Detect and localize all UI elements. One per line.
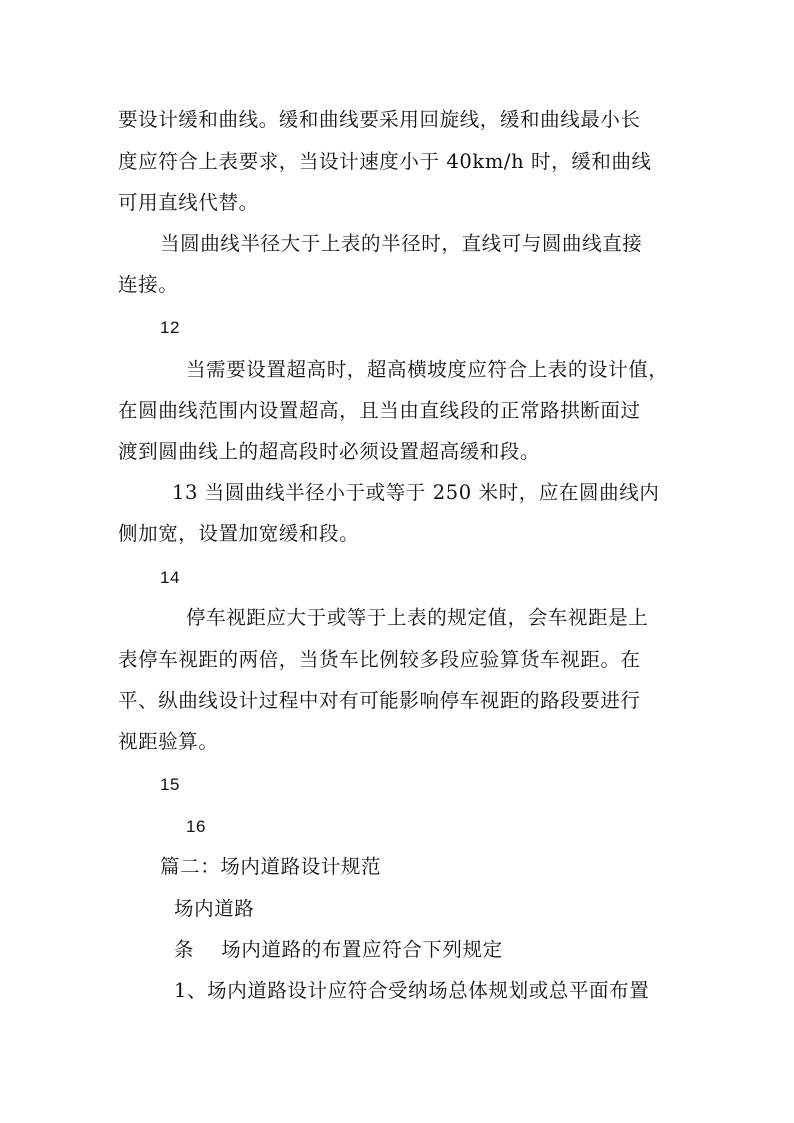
text-line: 当圆曲线半径大于上表的半径时，直线可与圆曲线直接 (160, 232, 643, 255)
section-number: 15 (160, 775, 180, 794)
text-line: 可用直线代替。 (118, 191, 259, 214)
text-line: 连接。 (118, 273, 179, 296)
section-number: 16 (186, 817, 206, 836)
text-line: 当需要设置超高时，超高横坡度应符合上表的设计值， (186, 358, 669, 381)
text-line: 条 场内道路的布置应符合下列规定 (174, 938, 503, 961)
text-line: 度应符合上表要求，当设计速度小于 40km/h 时，缓和曲线 (118, 150, 652, 173)
text-line: 停车视距应大于或等于上表的规定值，会车视距是上 (186, 606, 649, 629)
text-line: 平、纵曲线设计过程中对有可能影响停车视距的路段要进行 (118, 689, 641, 712)
section-heading: 篇二：场内道路设计规范 (160, 855, 382, 878)
text-line: 渡到圆曲线上的超高段时必须设置超高缓和段。 (118, 440, 541, 463)
text-line: 场内道路 (174, 897, 255, 920)
section-number: 14 (160, 568, 180, 587)
text-line: 1、场内道路设计应符合受纳场总体规划或总平面布置 (174, 979, 650, 1002)
text-line: 要设计缓和曲线。缓和曲线要采用回旋线，缓和曲线最小长 (118, 108, 641, 131)
text-line: 13 当圆曲线半径小于或等于 250 米时，应在圆曲线内 (172, 481, 660, 504)
text-line: 侧加宽，设置加宽缓和段。 (118, 522, 360, 545)
section-number: 12 (160, 318, 180, 337)
text-line: 视距验算。 (118, 730, 219, 753)
text-line: 表停车视距的两倍，当货车比例较多段应验算货车视距。在 (118, 648, 641, 671)
text-line: 在圆曲线范围内设置超高，且当由直线段的正常路拱断面过 (118, 399, 641, 422)
